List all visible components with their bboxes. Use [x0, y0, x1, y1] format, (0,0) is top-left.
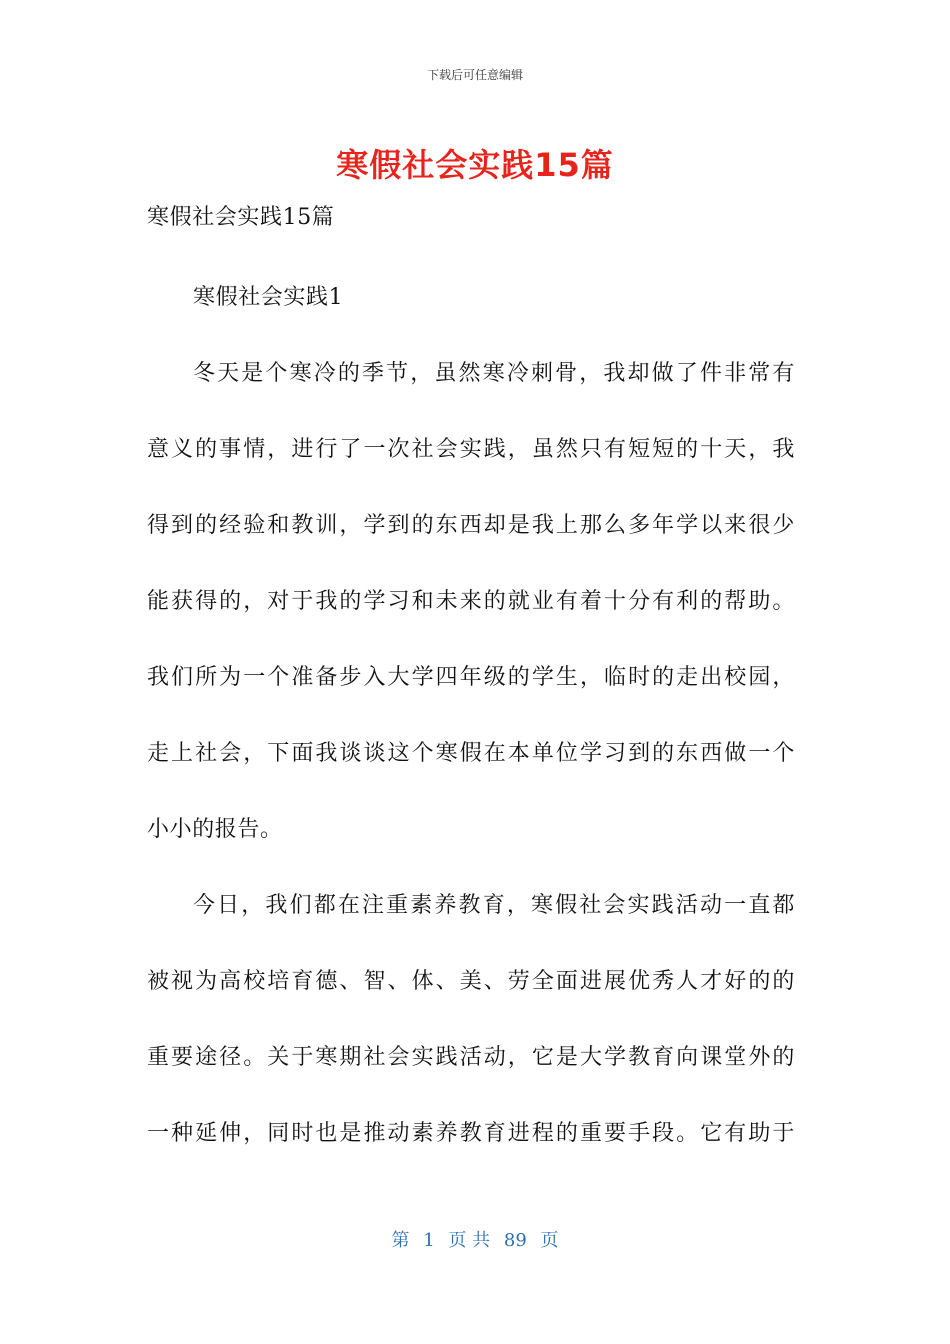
- paragraph-line: 得到的经验和教训，学到的东西却是我上那么多年学以来很少: [147, 513, 795, 538]
- paragraph-line: 冬天是个寒冷的季节，虽然寒冷刺骨，我却做了件非常有: [193, 361, 795, 386]
- footer-suffix: 页: [540, 1230, 559, 1251]
- paragraph-line: 小小的报告。: [147, 817, 283, 842]
- paragraph-line: 被视为高校培育德、智、体、美、劳全面进展优秀人才好的的: [147, 969, 795, 994]
- paragraph-2: [147, 868, 795, 1172]
- paragraph-line: 意义的事情，进行了一次社会实践，虽然只有短短的十天，我: [147, 437, 795, 462]
- paragraph-line: 今日，我们都在注重素养教育，寒假社会实践活动一直都: [193, 893, 795, 918]
- header-note: 下载后可任意编辑: [426, 68, 523, 82]
- page-footer: [0, 1226, 950, 1252]
- paragraph-line: 一种延伸，同时也是推动素养教育进程的重要手段。它有助于: [147, 1121, 795, 1146]
- footer-page-number: 1: [423, 1230, 435, 1251]
- footer-mid: 页 共: [448, 1230, 491, 1251]
- paragraph-line: 重要途径。关于寒期社会实践活动，它是大学教育向课堂外的: [147, 1045, 795, 1070]
- footer-total-pages: 89: [503, 1230, 527, 1251]
- document-subtitle: 寒假社会实践15篇: [147, 205, 335, 230]
- paragraph-line: 走上社会，下面我谈谈这个寒假在本单位学习到的东西做一个: [147, 741, 795, 766]
- paragraph-1: [147, 336, 795, 868]
- document-body: [147, 196, 795, 1172]
- paragraph-line: 能获得的，对于我的学习和未来的就业有着十分有利的帮助。: [147, 589, 795, 614]
- paragraph-line: 我们所为一个准备步入大学四年级的学生，临时的走出校园，: [147, 665, 795, 690]
- footer-prefix: 第: [391, 1230, 410, 1251]
- document-title: 寒假社会实践15篇: [336, 146, 614, 184]
- section-heading: 寒假社会实践1: [193, 285, 344, 310]
